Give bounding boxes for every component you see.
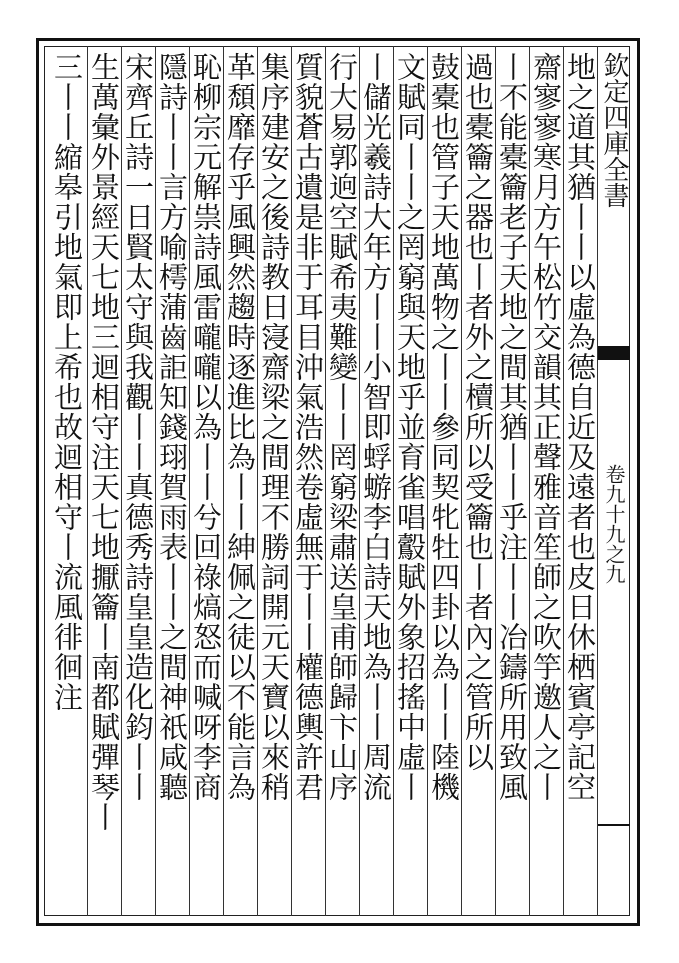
fish-tail-mark <box>597 346 630 360</box>
fore-edge-margin <box>597 46 630 916</box>
text-column-1: 地之道其猶丨丨以虛為德自近及遠者也皮日休栖賓亭記空 <box>563 52 597 802</box>
text-column-16: 三丨丨縮皋引地氣即上希也故迴相守丨流風徘徊注 <box>50 52 84 712</box>
text-column-13: 隱詩丨丨言方喻樗蒲齒詎知錢珝賀雨表丨丨之間神祇咸聽 <box>155 52 189 802</box>
book-title: 欽定四庫全書 <box>599 52 629 208</box>
text-column-14: 宋齊丘詩一日賢太守與我觀丨丨真德秀詩皇皇造化鈞丨丨 <box>121 52 155 802</box>
text-column-8: 行大易郭逈空賦希夷難變丨丨罔窮梁肅送皇甫師歸卞山序 <box>325 52 359 802</box>
text-column-10: 集序建安之後詩教日寖齋梁之間理不勝詞開元天寶以來稍 <box>257 52 291 802</box>
margin-rule <box>597 824 630 826</box>
text-column-6: 文賦同丨丨之罔窮與天地乎並育雀唱鷇賦外象招搖中虛丨 <box>393 52 427 802</box>
volume-label: 卷九十九之九 <box>602 464 626 584</box>
text-column-9: 質貌蒼古遺是非于耳目沖氣浩然卷虛無于丨丨權德輿許君 <box>291 52 325 802</box>
text-column-15: 生萬彙外景經天七地三迴相守注天七地擫籥丨南都賦彈琴丨 <box>87 52 121 832</box>
text-column-2: 齋寥寥寒月方午松竹交韻其正聲雅音笙師之吹竽邀人之丨 <box>529 52 563 802</box>
text-column-11: 革頹靡存乎風興然趨時逐進比為丨丨紳佩之徒以不能言為 <box>223 52 257 802</box>
column-rule <box>597 46 598 916</box>
text-column-4: 過也橐籥之器也丨者外之櫝所以受籥也丨者內之管所以 <box>461 52 495 772</box>
text-column-5: 鼓橐也管子天地萬物之丨丨參同契牝牡四卦以為丨丨陸機 <box>427 52 461 802</box>
text-column-7: 丨儲光羲詩大年方丨丨小智即蜉蝣李白詩天地為丨丨周流 <box>359 52 393 802</box>
text-column-3: 丨不能橐籥老子天地之間其猶丨丨乎注丨丨冶鑄所用致風 <box>495 52 529 802</box>
text-column-12: 恥柳宗元解祟詩風雷嚨嚨以為丨丨兮回祿熇怒而喊呀李商 <box>189 52 223 802</box>
